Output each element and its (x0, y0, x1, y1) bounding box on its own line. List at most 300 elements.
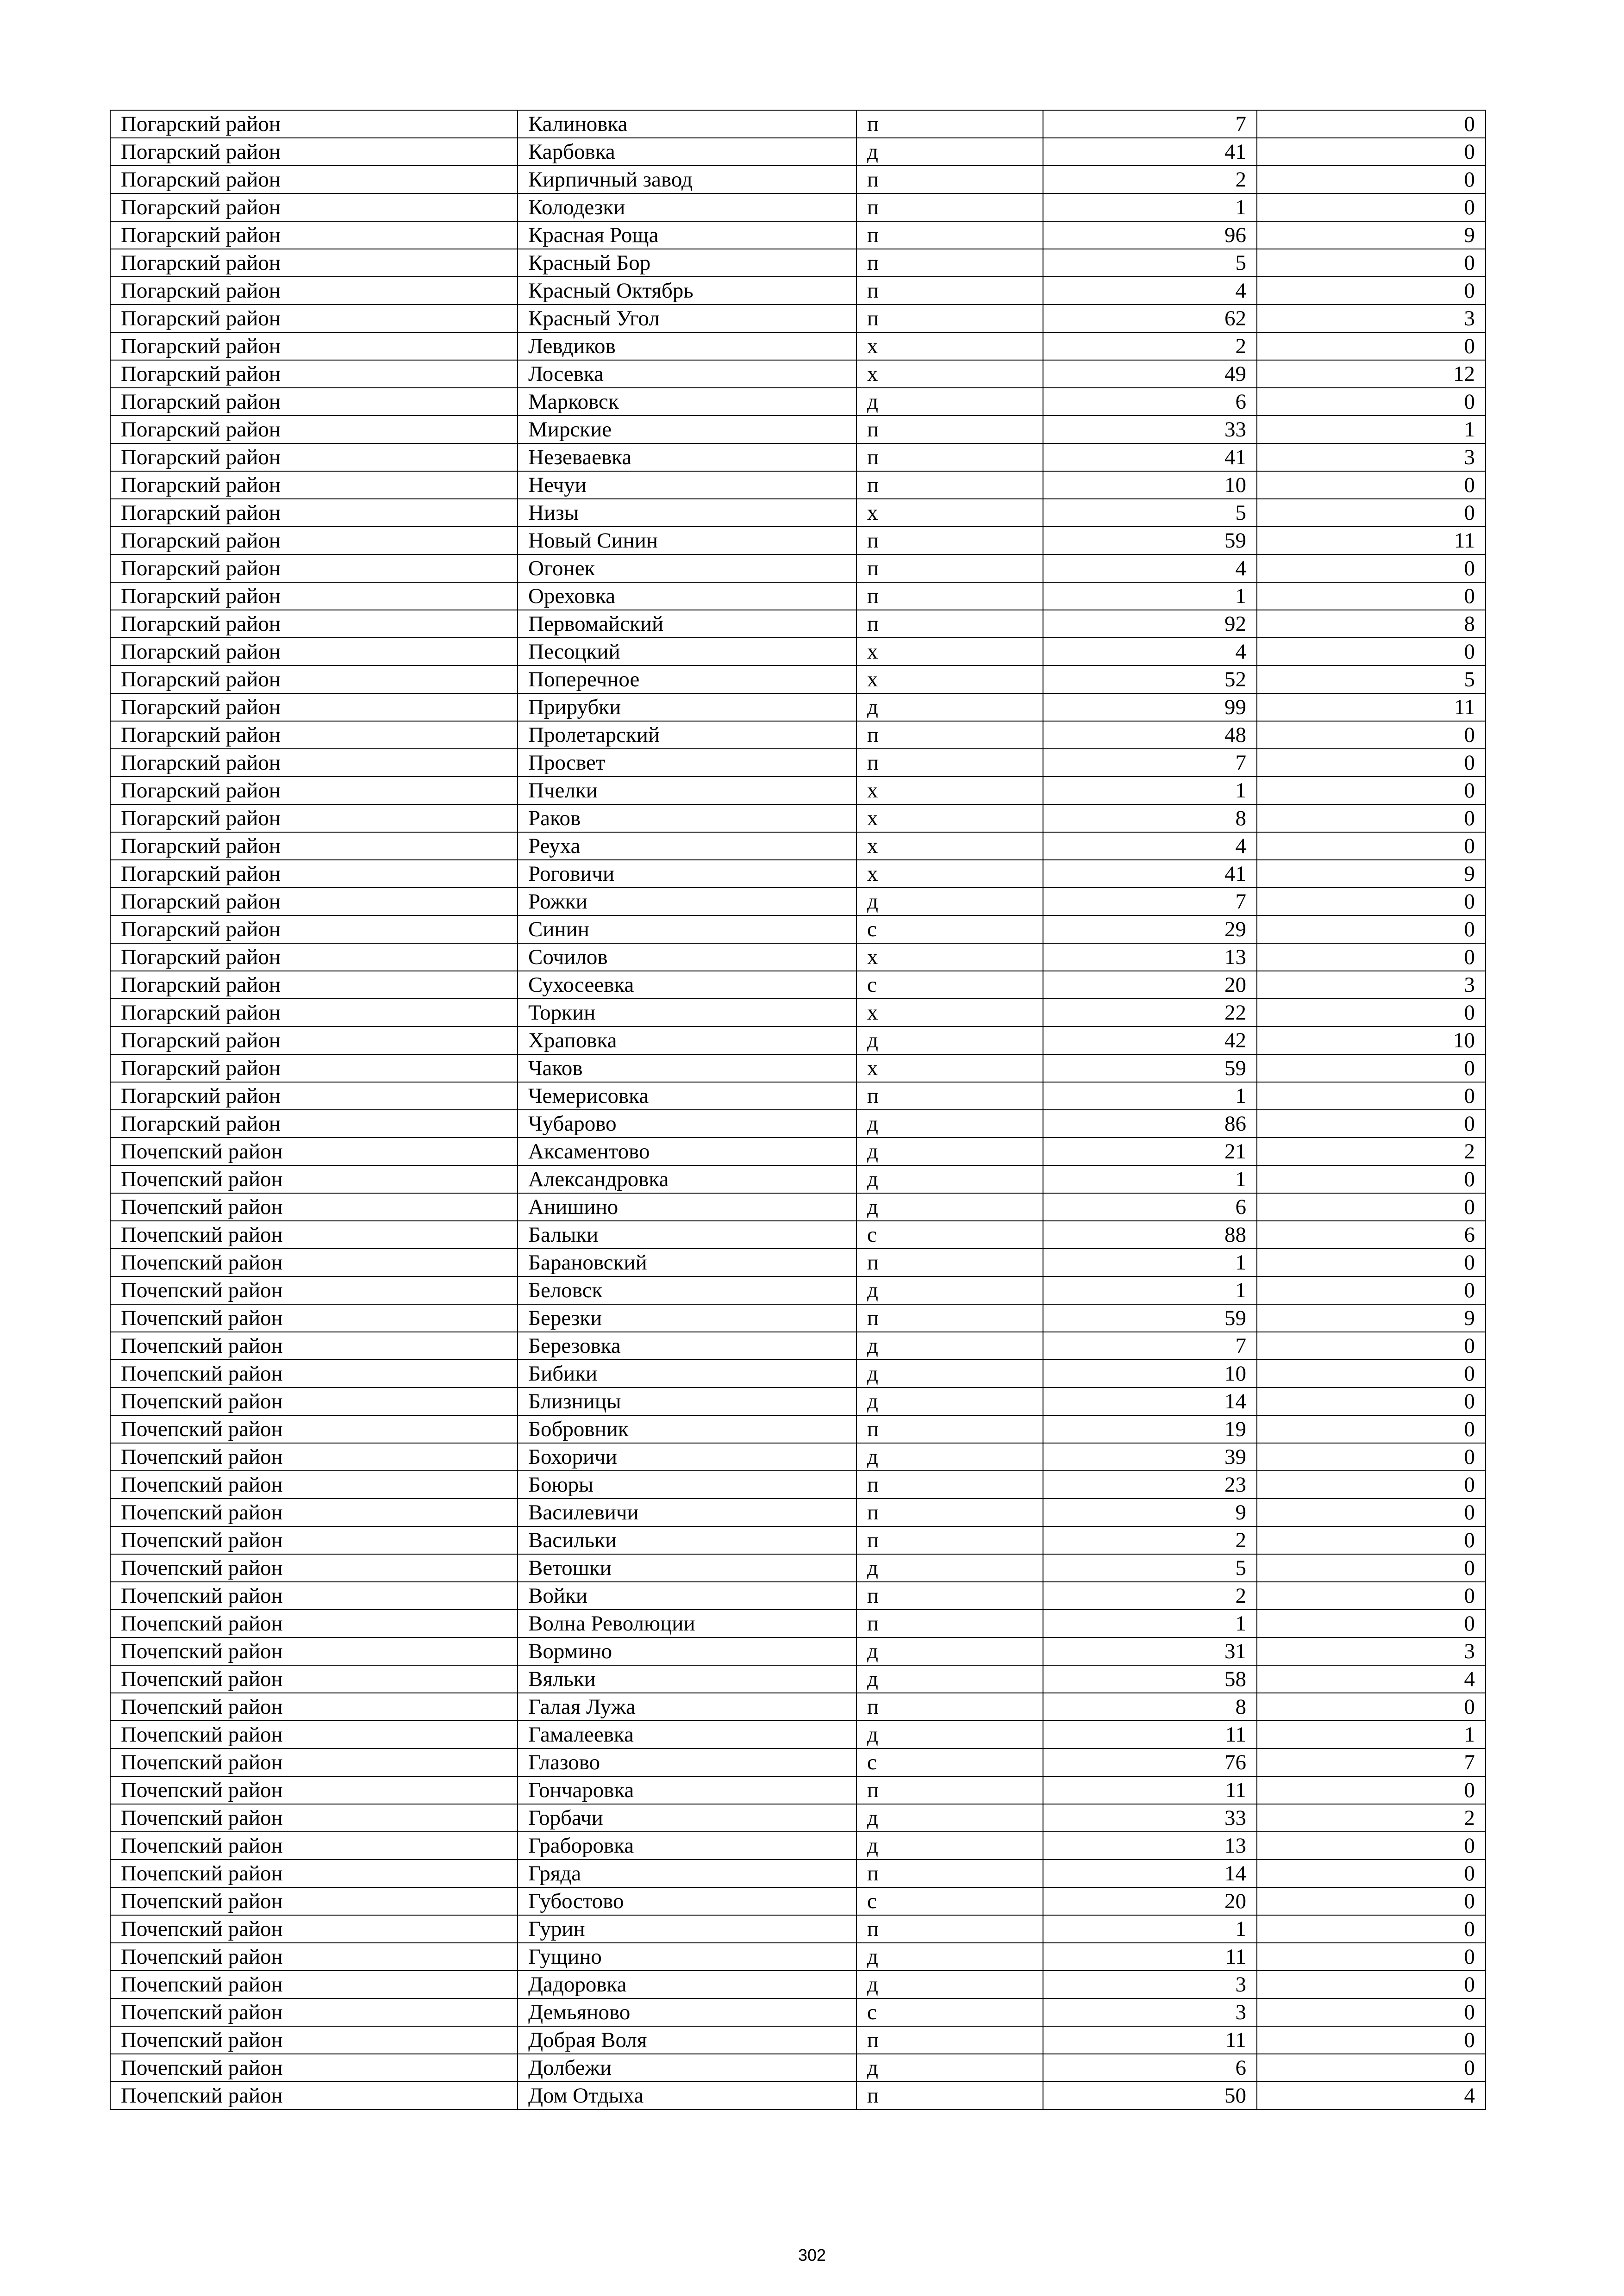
value-2-cell: 0 (1257, 2026, 1486, 2054)
district-cell: Погарский район (110, 166, 518, 193)
value-1-cell: 29 (1043, 915, 1257, 943)
district-cell: Почепский район (110, 1138, 518, 1165)
settlement-name-cell: Боюры (518, 1471, 856, 1499)
value-1-cell: 6 (1043, 1193, 1257, 1221)
settlement-name-cell: Мирские (518, 416, 856, 443)
settlement-name-cell: Гряда (518, 1860, 856, 1887)
table-row (110, 332, 1486, 360)
settlement-name-cell: Галая Лужа (518, 1693, 856, 1721)
value-2-cell: 11 (1257, 693, 1486, 721)
table-row (110, 249, 1486, 277)
district-cell: Погарский район (110, 554, 518, 582)
district-cell: Погарский район (110, 443, 518, 471)
settlement-type-cell: п (856, 249, 1043, 277)
value-2-cell: 0 (1257, 832, 1486, 860)
table-row (110, 1693, 1486, 1721)
district-cell: Почепский район (110, 2082, 518, 2109)
district-cell: Почепский район (110, 1943, 518, 1971)
value-2-cell: 7 (1257, 1748, 1486, 1776)
settlement-name-cell: Гамалеевка (518, 1721, 856, 1748)
settlement-name-cell: Анишино (518, 1193, 856, 1221)
page-number: 302 (798, 2246, 826, 2265)
value-2-cell: 0 (1257, 1388, 1486, 1415)
settlement-type-cell: п (856, 471, 1043, 499)
table-row (110, 193, 1486, 221)
settlement-type-cell: д (856, 1388, 1043, 1415)
table-row (110, 1610, 1486, 1637)
table-row (110, 1415, 1486, 1443)
value-1-cell: 41 (1043, 138, 1257, 166)
value-2-cell: 0 (1257, 1582, 1486, 1610)
settlement-type-cell: п (856, 1499, 1043, 1526)
table-row (110, 1860, 1486, 1887)
value-2-cell: 0 (1257, 332, 1486, 360)
settlement-name-cell: Бобровник (518, 1415, 856, 1443)
settlement-type-cell: п (856, 582, 1043, 610)
value-2-cell: 0 (1257, 138, 1486, 166)
district-cell: Почепский район (110, 1554, 518, 1582)
settlement-type-cell: х (856, 777, 1043, 804)
value-2-cell: 3 (1257, 305, 1486, 332)
district-cell: Погарский район (110, 777, 518, 804)
settlement-type-cell: д (856, 1138, 1043, 1165)
settlement-type-cell: х (856, 804, 1043, 832)
settlement-name-cell: Василевичи (518, 1499, 856, 1526)
table-row (110, 360, 1486, 388)
district-cell: Почепский район (110, 1721, 518, 1748)
district-cell: Погарский район (110, 499, 518, 527)
value-2-cell: 0 (1257, 1832, 1486, 1860)
table-row (110, 971, 1486, 999)
value-1-cell: 31 (1043, 1637, 1257, 1665)
value-1-cell: 8 (1043, 804, 1257, 832)
table-row (110, 1110, 1486, 1138)
value-1-cell: 7 (1043, 888, 1257, 915)
value-2-cell: 0 (1257, 110, 1486, 138)
value-2-cell: 1 (1257, 1721, 1486, 1748)
value-1-cell: 1 (1043, 777, 1257, 804)
value-1-cell: 7 (1043, 1332, 1257, 1360)
district-cell: Почепский район (110, 1304, 518, 1332)
table-row (110, 1193, 1486, 1221)
table-row (110, 915, 1486, 943)
value-1-cell: 14 (1043, 1388, 1257, 1415)
settlement-type-cell: п (856, 1082, 1043, 1110)
value-1-cell: 1 (1043, 1082, 1257, 1110)
value-2-cell: 0 (1257, 1971, 1486, 1998)
district-cell: Погарский район (110, 110, 518, 138)
district-cell: Почепский район (110, 1832, 518, 1860)
settlement-type-cell: п (856, 305, 1043, 332)
table-row (110, 1027, 1486, 1054)
settlement-name-cell: Добрая Воля (518, 2026, 856, 2054)
district-cell: Погарский район (110, 527, 518, 554)
value-2-cell: 0 (1257, 582, 1486, 610)
settlement-type-cell: д (856, 2054, 1043, 2082)
district-cell: Почепский район (110, 1471, 518, 1499)
table-row (110, 638, 1486, 666)
settlement-name-cell: Красный Октябрь (518, 277, 856, 305)
table-row (110, 1804, 1486, 1832)
settlement-type-cell: д (856, 1971, 1043, 1998)
district-cell: Почепский район (110, 1804, 518, 1832)
table-row (110, 110, 1486, 138)
district-cell: Погарский район (110, 1110, 518, 1138)
settlement-name-cell: Глазово (518, 1748, 856, 1776)
table-row (110, 1748, 1486, 1776)
value-2-cell: 3 (1257, 443, 1486, 471)
value-2-cell: 0 (1257, 1860, 1486, 1887)
district-cell: Почепский район (110, 1887, 518, 1915)
value-1-cell: 10 (1043, 1360, 1257, 1388)
settlement-type-cell: д (856, 1332, 1043, 1360)
value-1-cell: 22 (1043, 999, 1257, 1027)
value-1-cell: 4 (1043, 277, 1257, 305)
value-2-cell: 0 (1257, 943, 1486, 971)
value-2-cell: 0 (1257, 1054, 1486, 1082)
settlement-name-cell: Красный Бор (518, 249, 856, 277)
settlement-type-cell: х (856, 832, 1043, 860)
settlement-type-cell: п (856, 2026, 1043, 2054)
district-cell: Почепский район (110, 1915, 518, 1943)
settlement-name-cell: Чемерисовка (518, 1082, 856, 1110)
value-1-cell: 86 (1043, 1110, 1257, 1138)
value-1-cell: 13 (1043, 1832, 1257, 1860)
district-cell: Погарский район (110, 888, 518, 915)
settlement-type-cell: п (856, 166, 1043, 193)
table-row (110, 1721, 1486, 1748)
value-2-cell: 0 (1257, 1610, 1486, 1637)
value-1-cell: 14 (1043, 1860, 1257, 1887)
value-2-cell: 0 (1257, 638, 1486, 666)
table-row (110, 2026, 1486, 2054)
value-1-cell: 23 (1043, 1471, 1257, 1499)
settlement-name-cell: Аксаментово (518, 1138, 856, 1165)
district-cell: Погарский район (110, 1054, 518, 1082)
value-2-cell: 0 (1257, 777, 1486, 804)
value-2-cell: 0 (1257, 888, 1486, 915)
value-1-cell: 59 (1043, 1304, 1257, 1332)
table-row (110, 1249, 1486, 1276)
table-row (110, 749, 1486, 777)
settlement-name-cell: Прирубки (518, 693, 856, 721)
settlement-name-cell: Бибики (518, 1360, 856, 1388)
settlement-type-cell: д (856, 1554, 1043, 1582)
value-2-cell: 0 (1257, 166, 1486, 193)
settlement-type-cell: д (856, 1027, 1043, 1054)
value-1-cell: 50 (1043, 2082, 1257, 2109)
settlement-name-cell: Гурин (518, 1915, 856, 1943)
value-1-cell: 58 (1043, 1665, 1257, 1693)
settlement-type-cell: д (856, 1110, 1043, 1138)
settlement-type-cell: х (856, 499, 1043, 527)
value-2-cell: 0 (1257, 1554, 1486, 1582)
settlement-name-cell: Огонек (518, 554, 856, 582)
settlement-type-cell: п (856, 1471, 1043, 1499)
value-1-cell: 76 (1043, 1748, 1257, 1776)
settlement-name-cell: Красная Роща (518, 221, 856, 249)
value-2-cell: 0 (1257, 1776, 1486, 1804)
value-2-cell: 0 (1257, 1526, 1486, 1554)
settlement-name-cell: Александровка (518, 1165, 856, 1193)
value-1-cell: 1 (1043, 1276, 1257, 1304)
value-2-cell: 0 (1257, 915, 1486, 943)
settlement-name-cell: Граборовка (518, 1832, 856, 1860)
settlement-type-cell: п (856, 1776, 1043, 1804)
settlement-type-cell: п (856, 527, 1043, 554)
table-row (110, 1138, 1486, 1165)
settlement-type-cell: д (856, 1804, 1043, 1832)
table-row (110, 1165, 1486, 1193)
table-row (110, 443, 1486, 471)
settlement-type-cell: п (856, 277, 1043, 305)
value-2-cell: 0 (1257, 499, 1486, 527)
settlement-name-cell: Карбовка (518, 138, 856, 166)
settlement-name-cell: Песоцкий (518, 638, 856, 666)
settlement-name-cell: Чубарово (518, 1110, 856, 1138)
settlement-type-cell: д (856, 1721, 1043, 1748)
value-1-cell: 2 (1043, 1582, 1257, 1610)
table-row (110, 221, 1486, 249)
table-row (110, 1276, 1486, 1304)
value-1-cell: 42 (1043, 1027, 1257, 1054)
settlement-name-cell: Торкин (518, 999, 856, 1027)
value-2-cell: 1 (1257, 416, 1486, 443)
settlement-type-cell: п (856, 1415, 1043, 1443)
settlement-type-cell: п (856, 1249, 1043, 1276)
value-2-cell: 6 (1257, 1221, 1486, 1249)
settlement-type-cell: п (856, 1860, 1043, 1887)
value-2-cell: 0 (1257, 1998, 1486, 2026)
settlement-name-cell: Васильки (518, 1526, 856, 1554)
table-row (110, 471, 1486, 499)
value-1-cell: 5 (1043, 1554, 1257, 1582)
table-row (110, 1499, 1486, 1526)
settlement-name-cell: Лосевка (518, 360, 856, 388)
table-row (110, 305, 1486, 332)
district-cell: Погарский район (110, 943, 518, 971)
table-row (110, 832, 1486, 860)
settlement-type-cell: п (856, 1304, 1043, 1332)
table-row (110, 416, 1486, 443)
settlement-type-cell: с (856, 1998, 1043, 2026)
table-row (110, 2054, 1486, 2082)
value-1-cell: 19 (1043, 1415, 1257, 1443)
settlement-name-cell: Сочилов (518, 943, 856, 971)
table-row (110, 1332, 1486, 1360)
value-1-cell: 41 (1043, 443, 1257, 471)
settlement-name-cell: Марковск (518, 388, 856, 416)
district-cell: Почепский район (110, 1693, 518, 1721)
value-2-cell: 0 (1257, 1887, 1486, 1915)
value-1-cell: 11 (1043, 2026, 1257, 2054)
table-row (110, 1443, 1486, 1471)
value-2-cell: 0 (1257, 1165, 1486, 1193)
settlement-type-cell: х (856, 666, 1043, 693)
table-row (110, 166, 1486, 193)
district-cell: Погарский район (110, 1027, 518, 1054)
value-2-cell: 4 (1257, 1665, 1486, 1693)
district-cell: Погарский район (110, 638, 518, 666)
table-row (110, 1665, 1486, 1693)
district-cell: Погарский район (110, 860, 518, 888)
value-1-cell: 8 (1043, 1693, 1257, 1721)
settlement-name-cell: Ветошки (518, 1554, 856, 1582)
settlement-name-cell: Губостово (518, 1887, 856, 1915)
settlement-type-cell: д (856, 888, 1043, 915)
settlement-type-cell: п (856, 416, 1043, 443)
table-row (110, 1887, 1486, 1915)
value-1-cell: 1 (1043, 1249, 1257, 1276)
settlement-type-cell: п (856, 110, 1043, 138)
settlement-type-cell: с (856, 1221, 1043, 1249)
value-1-cell: 6 (1043, 2054, 1257, 2082)
table-row (110, 277, 1486, 305)
settlement-type-cell: с (856, 971, 1043, 999)
district-cell: Погарский район (110, 249, 518, 277)
table-row (110, 2082, 1486, 2109)
district-cell: Почепский район (110, 1998, 518, 2026)
value-2-cell: 0 (1257, 1332, 1486, 1360)
value-2-cell: 3 (1257, 971, 1486, 999)
settlement-type-cell: с (856, 915, 1043, 943)
value-2-cell: 0 (1257, 1915, 1486, 1943)
table-row (110, 860, 1486, 888)
settlement-name-cell: Барановский (518, 1249, 856, 1276)
district-cell: Почепский район (110, 1443, 518, 1471)
settlement-name-cell: Новый Синин (518, 527, 856, 554)
settlement-name-cell: Синин (518, 915, 856, 943)
value-2-cell: 0 (1257, 721, 1486, 749)
table-row (110, 582, 1486, 610)
value-1-cell: 11 (1043, 1721, 1257, 1748)
table-row (110, 1054, 1486, 1082)
settlement-type-cell: с (856, 1748, 1043, 1776)
value-2-cell: 0 (1257, 999, 1486, 1027)
value-1-cell: 4 (1043, 832, 1257, 860)
value-2-cell: 2 (1257, 1804, 1486, 1832)
settlement-type-cell: п (856, 1610, 1043, 1637)
table-row (110, 943, 1486, 971)
settlement-name-cell: Колодезки (518, 193, 856, 221)
settlement-type-cell: п (856, 1582, 1043, 1610)
district-cell: Погарский район (110, 971, 518, 999)
value-1-cell: 1 (1043, 582, 1257, 610)
value-1-cell: 5 (1043, 249, 1257, 277)
value-1-cell: 41 (1043, 860, 1257, 888)
value-2-cell: 0 (1257, 1443, 1486, 1471)
value-1-cell: 13 (1043, 943, 1257, 971)
settlement-type-cell: д (856, 388, 1043, 416)
table-row (110, 1637, 1486, 1665)
district-cell: Почепский район (110, 1276, 518, 1304)
district-cell: Погарский район (110, 582, 518, 610)
table-row (110, 138, 1486, 166)
settlements-table (110, 110, 1486, 2110)
value-1-cell: 62 (1043, 305, 1257, 332)
value-2-cell: 0 (1257, 1415, 1486, 1443)
settlement-name-cell: Ореховка (518, 582, 856, 610)
value-2-cell: 8 (1257, 610, 1486, 638)
settlement-name-cell: Храповка (518, 1027, 856, 1054)
value-1-cell: 1 (1043, 1915, 1257, 1943)
settlement-name-cell: Близницы (518, 1388, 856, 1415)
settlement-name-cell: Калиновка (518, 110, 856, 138)
settlement-name-cell: Березовка (518, 1332, 856, 1360)
value-2-cell: 0 (1257, 1249, 1486, 1276)
settlement-name-cell: Реуха (518, 832, 856, 860)
settlement-name-cell: Поперечное (518, 666, 856, 693)
settlement-name-cell: Демьяново (518, 1998, 856, 2026)
settlement-type-cell: п (856, 1693, 1043, 1721)
settlement-type-cell: п (856, 1915, 1043, 1943)
settlement-type-cell: х (856, 999, 1043, 1027)
value-2-cell: 0 (1257, 1082, 1486, 1110)
value-1-cell: 48 (1043, 721, 1257, 749)
settlement-name-cell: Дом Отдыха (518, 2082, 856, 2109)
district-cell: Погарский район (110, 138, 518, 166)
value-1-cell: 7 (1043, 749, 1257, 777)
settlement-type-cell: х (856, 332, 1043, 360)
table-row (110, 499, 1486, 527)
settlement-type-cell: п (856, 721, 1043, 749)
value-1-cell: 99 (1043, 693, 1257, 721)
district-cell: Почепский район (110, 1332, 518, 1360)
district-cell: Почепский район (110, 1388, 518, 1415)
value-2-cell: 9 (1257, 1304, 1486, 1332)
value-2-cell: 0 (1257, 554, 1486, 582)
table-row (110, 1915, 1486, 1943)
value-1-cell: 1 (1043, 1610, 1257, 1637)
settlement-type-cell: д (856, 1443, 1043, 1471)
settlement-name-cell: Горбачи (518, 1804, 856, 1832)
district-cell: Погарский район (110, 1082, 518, 1110)
district-cell: Погарский район (110, 610, 518, 638)
district-cell: Почепский район (110, 1582, 518, 1610)
settlement-type-cell: п (856, 193, 1043, 221)
district-cell: Почепский район (110, 1193, 518, 1221)
settlement-type-cell: д (856, 1943, 1043, 1971)
value-1-cell: 11 (1043, 1776, 1257, 1804)
settlement-type-cell: х (856, 1054, 1043, 1082)
district-cell: Почепский район (110, 2026, 518, 2054)
value-1-cell: 96 (1043, 221, 1257, 249)
settlement-type-cell: п (856, 749, 1043, 777)
district-cell: Почепский район (110, 1665, 518, 1693)
district-cell: Почепский район (110, 2054, 518, 2082)
table-row (110, 527, 1486, 554)
district-cell: Погарский район (110, 693, 518, 721)
settlement-type-cell: д (856, 1193, 1043, 1221)
district-cell: Погарский район (110, 471, 518, 499)
value-2-cell: 2 (1257, 1138, 1486, 1165)
value-2-cell: 0 (1257, 277, 1486, 305)
value-1-cell: 92 (1043, 610, 1257, 638)
table-row (110, 666, 1486, 693)
district-cell: Погарский район (110, 999, 518, 1027)
value-2-cell: 3 (1257, 1637, 1486, 1665)
value-1-cell: 4 (1043, 554, 1257, 582)
district-cell: Почепский район (110, 1748, 518, 1776)
value-2-cell: 10 (1257, 1027, 1486, 1054)
district-cell: Погарский район (110, 305, 518, 332)
value-1-cell: 3 (1043, 1998, 1257, 2026)
value-1-cell: 2 (1043, 1526, 1257, 1554)
settlement-type-cell: д (856, 693, 1043, 721)
value-1-cell: 59 (1043, 1054, 1257, 1082)
settlement-name-cell: Незеваевка (518, 443, 856, 471)
district-cell: Почепский район (110, 1499, 518, 1526)
